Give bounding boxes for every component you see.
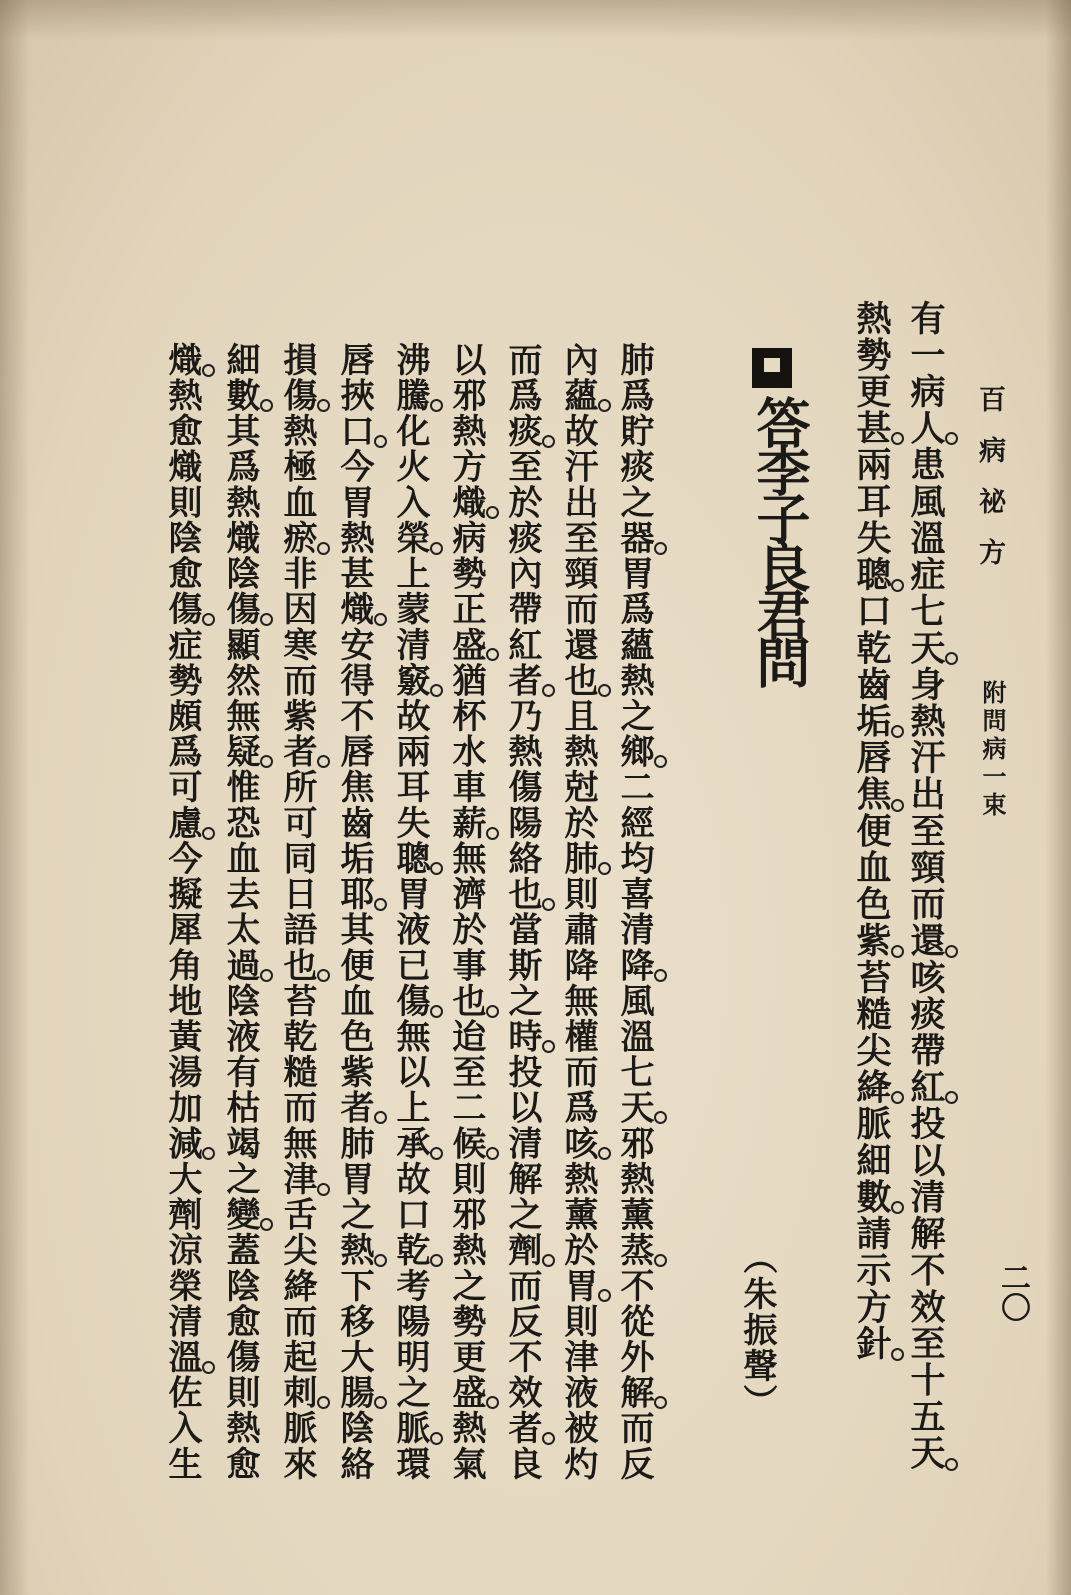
answer-line-1: 肺爲貯痰之器胃爲蘊熱之鄉二經均喜清降風溫七天邪熱薰蒸不從外解而反	[614, 342, 654, 1482]
answer-line-6: 唇挾口今胃熱甚熾安得不唇焦齒垢耶其便血色紫者肺胃之熱下移大腸陰絡	[334, 342, 374, 1482]
running-head-section: 附問病一束	[978, 680, 1007, 820]
answer-line-5: 沸騰化火入榮上蒙清竅故兩耳失聰胃液已傷無以上承故口乾考陽明之脈環	[390, 342, 430, 1482]
answer-line-7: 損傷熱極血瘀非因寒而紫者所可同日語也苔乾糙而無津舌尖絳而起刺脈來	[277, 342, 317, 1482]
answer-line-3: 而爲痰至於痰內帶紅者乃熱傷陽絡也當斯之時投以清解之劑而反不效者良	[502, 342, 542, 1482]
square-bullet-icon	[752, 348, 792, 388]
question-line-2: 熱勢更甚兩耳失聰口乾齒垢唇焦便血色紫苔糙尖絳脈細數請示方針	[851, 300, 892, 1362]
answer-author: （朱振聲）	[737, 1240, 777, 1420]
running-head-book-title: 百病祕方	[974, 385, 1005, 589]
page-number: 二〇	[995, 1262, 1030, 1322]
answer-line-4: 以邪熱方熾病勢正盛猶杯水車薪無濟於事也迨至二候則邪熱之勢更盛熱氣	[446, 342, 486, 1482]
answer-heading: 答李子良君問	[748, 395, 812, 683]
question-line-1: 有一病人患風溫症七天身熱汗出至頸而還咳痰帶紅投以清解不效至十五天	[905, 300, 946, 1472]
answer-line-9: 熾熱愈熾則陰愈傷症勢頗爲可慮今擬犀角地黃湯加減大劑涼榮清溫佐入生	[162, 342, 202, 1482]
answer-line-8: 細數其爲熱熾陰傷顯然無疑惟恐血去太過陰液有枯竭之變蓋陰愈傷則熱愈	[220, 342, 260, 1482]
answer-line-2: 內蘊故汗出至頸而還也且熱尅於肺則肅降無權而爲咳熱薰於胃則津液被灼	[558, 342, 598, 1482]
